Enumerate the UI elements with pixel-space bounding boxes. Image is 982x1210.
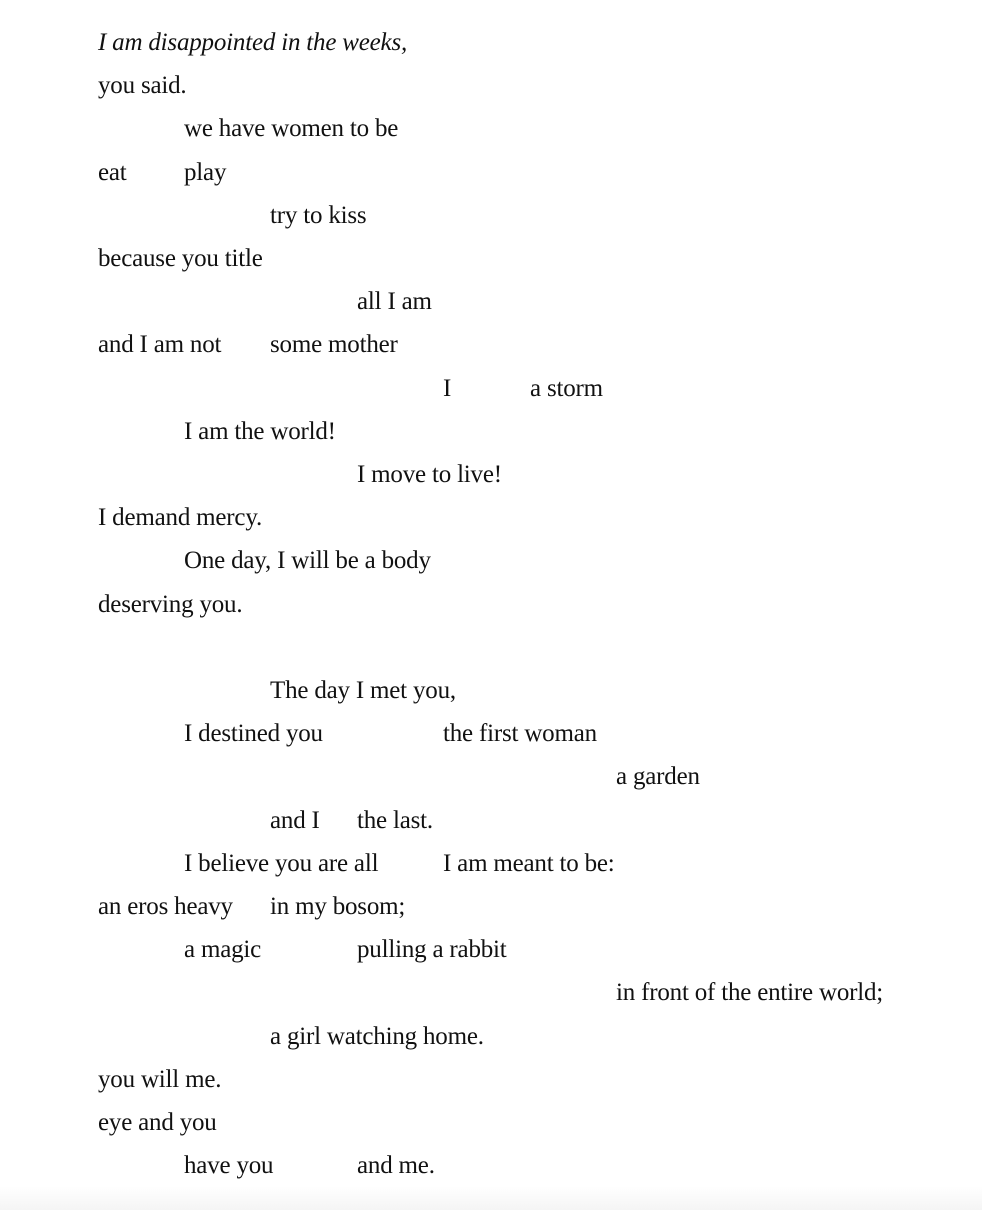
poem-segment: try to kiss (270, 202, 367, 229)
poem-segment: a girl watching home. (270, 1023, 484, 1050)
poem-segment: we have women to be (184, 115, 399, 142)
poem-segment: and I (270, 807, 320, 834)
poem-segment: an eros heavy (98, 893, 233, 920)
poem-segment: the first woman (443, 720, 597, 747)
poem-segment: I am meant to be: (443, 850, 615, 877)
poem-segment: I (443, 375, 452, 402)
poem-segment: and me. (357, 1152, 435, 1179)
poem-segment: deserving you. (98, 591, 243, 618)
poem-segment: I demand mercy. (98, 504, 263, 531)
poem-segment: I move to live! (357, 461, 502, 488)
poem-segment: eat (98, 159, 127, 186)
poem-segment: in my bosom; (270, 893, 406, 920)
poem-segment: the last. (357, 807, 433, 834)
poem-segment: a storm (530, 375, 603, 402)
poem-segment: One day, I will be a body (184, 547, 431, 574)
poem-segment: I believe you are all (184, 850, 379, 877)
poem-segment: you will me. (98, 1066, 222, 1093)
poem-segment: you said. (98, 72, 187, 99)
poem-segment: some mother (270, 331, 398, 358)
poem-segment: a garden (616, 763, 700, 790)
poem-segment: pulling a rabbit (357, 936, 507, 963)
poem-segment: I am disappointed in the weeks, (98, 29, 408, 56)
poem-segment: in front of the entire world; (616, 979, 884, 1006)
poem-segment: because you title (98, 245, 263, 272)
poem-segment: The day I met you, (270, 677, 456, 704)
poem-segment: and I am not (98, 331, 222, 358)
poem-segment: I destined you (184, 720, 323, 747)
poem-segment: a magic (184, 936, 262, 963)
poem-segment: have you (184, 1152, 274, 1179)
poem-segment: play (184, 159, 227, 186)
poem-segment: I am the world! (184, 418, 336, 445)
poem-segment: eye and you (98, 1109, 217, 1136)
poem-segment: all I am (357, 288, 432, 315)
